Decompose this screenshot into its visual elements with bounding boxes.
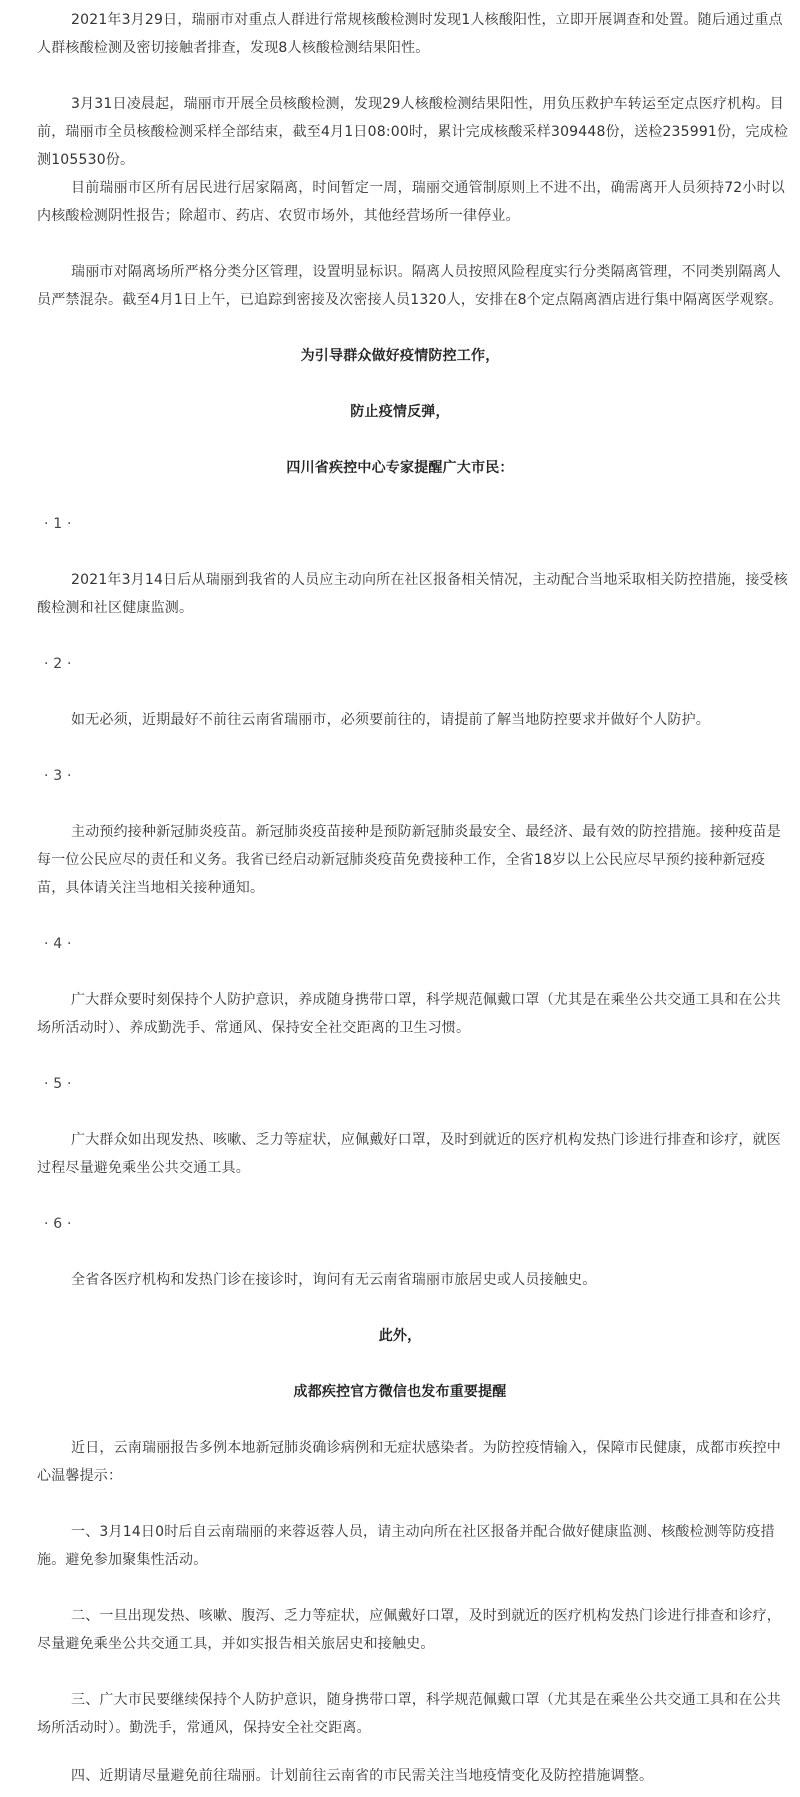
tip-text: 如无必须，近期最好不前往云南省瑞丽市，必须要前往的，请提前了解当地防控要求并做好个人防护。 (71, 712, 710, 728)
tip-text: 广大群众如出现发热、咳嗽、乏力等症状，应佩戴好口罩，及时到就近的医疗机构发热门诊进行排查和诊疗，就医过程尽量避免乘坐公共交通工具。 (37, 1132, 781, 1176)
tip-marker: · 6 · (44, 1216, 72, 1232)
tip-marker: · 5 · (44, 1076, 72, 1092)
tip-text: 广大群众要时刻保持个人防护意识，养成随身携带口罩，科学规范佩戴口罩（尤其是在乘坐公共交通工具和在公共场所活动时）、养成勤洗手、常通风、保持安全社交距离的卫生习惯。 (37, 992, 781, 1036)
section-heading: 防止疫情反弹， (350, 404, 450, 420)
intro-paragraph: 3月31日凌晨起，瑞丽市开展全员核酸检测，发现29人核酸检测结果阳性，用负压救护车转运至定点医疗机构。目前，瑞丽市全员核酸检测采样全部结束，截至4月1日08:00时，累计完成核酸采样309448份，送检235991份，完成检测105530份。 (37, 96, 789, 168)
chengdu-item: 一、3月14日0时后自云南瑞丽的来蓉返蓉人员，请主动向所在社区报备并配合做好健康监测、核酸检测等防疫措施。避免参加聚集性活动。 (37, 1524, 775, 1568)
chengdu-intro: 近日，云南瑞丽报告多例本地新冠肺炎确诊病例和无症状感染者。为防控疫情输入，保障市民健康，成都市疾控中心温馨提示： (37, 1440, 781, 1484)
chengdu-item: 三、广大市民要继续保持个人防护意识，随身携带口罩，科学规范佩戴口罩（尤其是在乘坐公共交通工具和在公共场所活动时）。勤洗手，常通风，保持安全社交距离。 (37, 1692, 781, 1736)
chengdu-item: 二、一旦出现发热、咳嗽、腹泻、乏力等症状，应佩戴好口罩，及时到就近的医疗机构发热门诊进行排查和诊疗，尽量避免乘坐公共交通工具，并如实报告相关旅居史和接触史。 (37, 1608, 781, 1652)
intro-paragraph: 2021年3月29日，瑞丽市对重点人群进行常规核酸检测时发现1人核酸阳性，立即开展调查和处置。随后通过重点人群核酸检测及密切接触者排查，发现8人核酸检测结果阳性。 (37, 12, 783, 56)
tip-marker: · 1 · (44, 516, 72, 532)
tip-marker: · 4 · (44, 936, 72, 952)
tip-text: 主动预约接种新冠肺炎疫苗。新冠肺炎疫苗接种是预防新冠肺炎最安全、最经济、最有效的防控措施。接种疫苗是每一位公民应尽的责任和义务。我省已经启动新冠肺炎疫苗免费接种工作，全省18岁以上公民应尽早预约接种新冠疫苗，具体请关注当地相关接种通知。 (37, 824, 781, 896)
tip-text: 全省各医疗机构和发热门诊在接诊时，询问有无云南省瑞丽市旅居史或人员接触史。 (71, 1272, 597, 1288)
section-heading: 成都疾控官方微信也发布重要提醒 (293, 1384, 507, 1400)
section-heading: 四川省疾控中心专家提醒广大市民： (286, 460, 514, 476)
tip-marker: · 3 · (44, 768, 72, 784)
chengdu-item: 四、近期请尽量避免前往瑞丽。计划前往云南省的市民需关注当地疫情变化及防控措施调整。 (71, 1768, 654, 1784)
intro-paragraph: 目前瑞丽市区所有居民进行居家隔离，时间暂定一周，瑞丽交通管制原则上不进不出，确需离开人员须持72小时以内核酸检测阴性报告；除超市、药店、农贸市场外，其他经营场所一律停业。 (37, 180, 786, 224)
section-heading: 为引导群众做好疫情防控工作， (300, 348, 500, 364)
tip-marker: · 2 · (44, 656, 72, 672)
tip-text: 2021年3月14日后从瑞丽到我省的人员应主动向所在社区报备相关情况，主动配合当地采取相关防控措施，接受核酸检测和社区健康监测。 (37, 572, 788, 616)
intro-paragraph: 瑞丽市对隔离场所严格分类分区管理，设置明显标识。隔离人员按照风险程度实行分类隔离管理，不同类别隔离人员严禁混杂。截至4月1日上午，已追踪到密接及次密接人员1320人，安排在8个定点隔离酒店进行集中隔离医学观察。 (37, 264, 783, 308)
section-heading: 此外， (378, 1328, 422, 1344)
